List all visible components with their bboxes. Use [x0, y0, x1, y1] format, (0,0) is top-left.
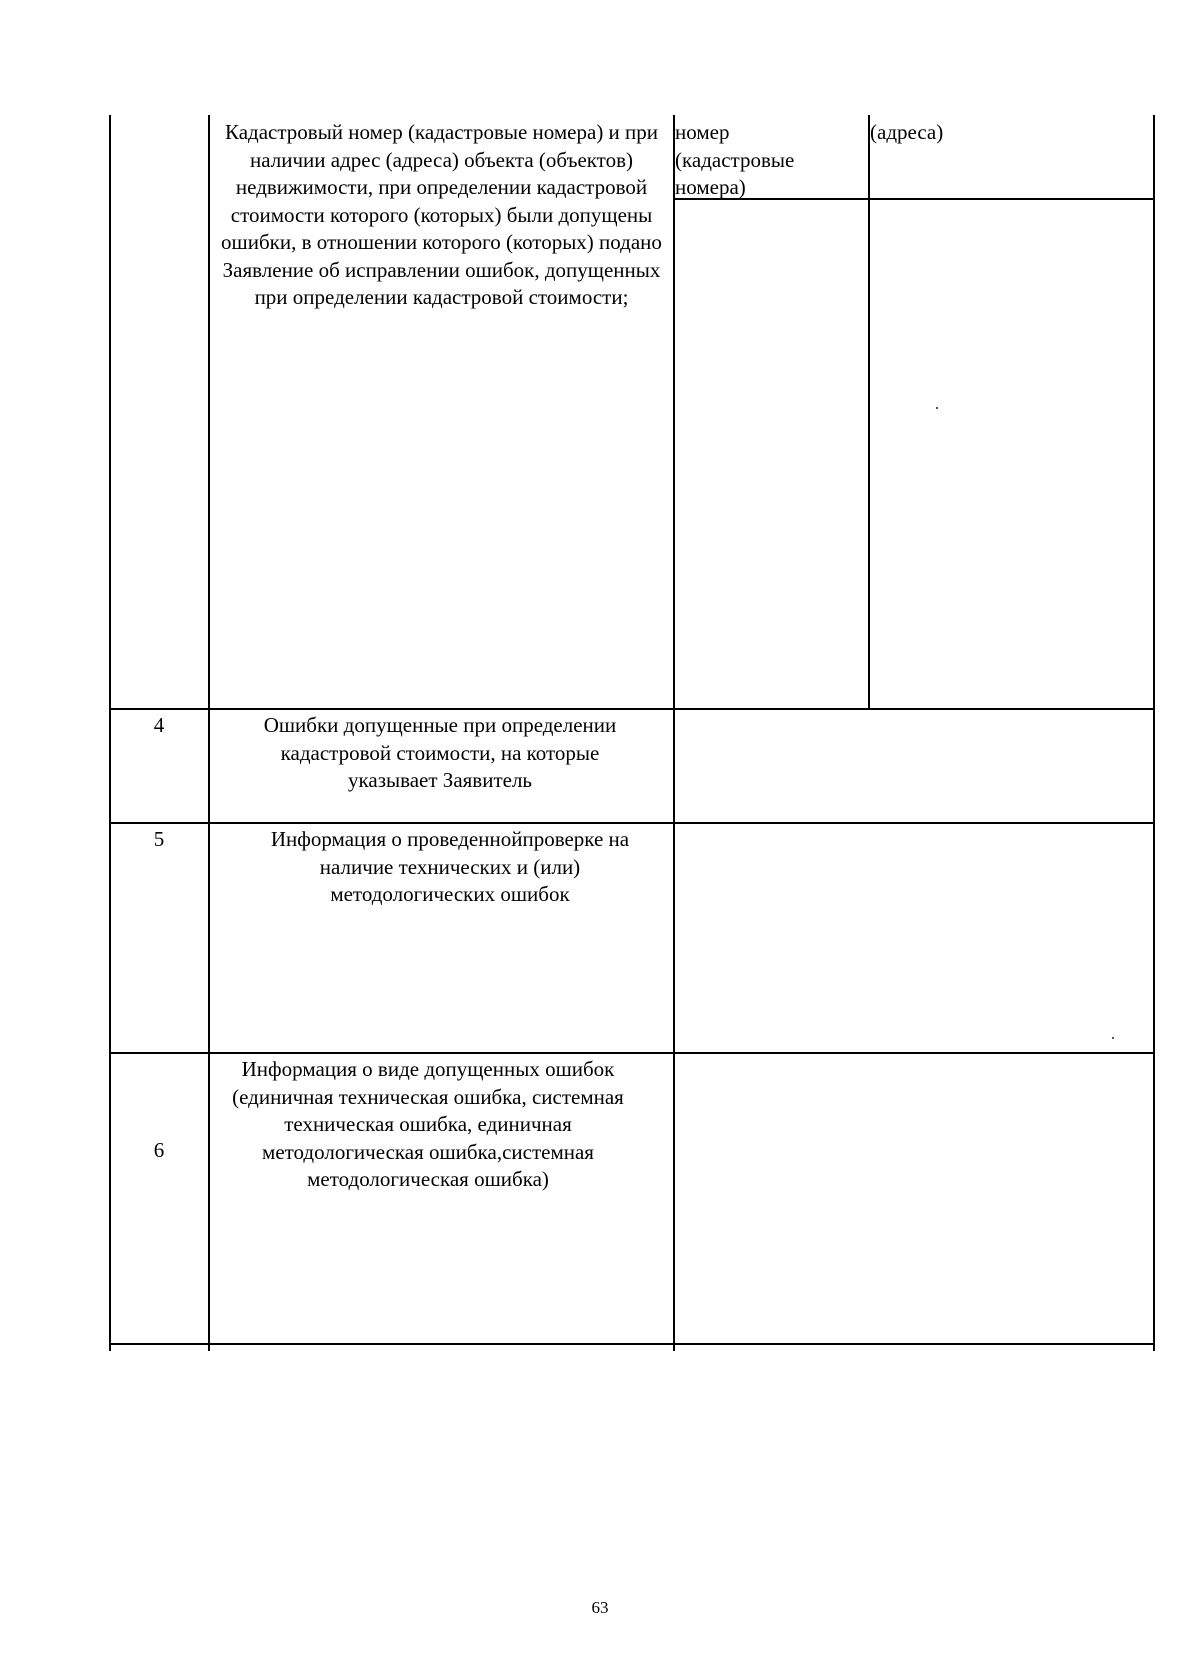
table-right-border [1153, 115, 1155, 1351]
row3-description: Кадастровый номер (кадастровые номера) и при наличии адрес (адреса) объекта (объектов) недвижимости, при определении кадастровой стоимости которого (которых) были допущены ошибки, в отношении которого (которых) подано Заявление об исправлении ошибок, допущенных при определении кадастровой стоимости; [221, 120, 662, 309]
row-divider-3-4 [109, 708, 1155, 710]
row6-number: 6 [153, 1138, 165, 1162]
row-divider-4-5 [109, 822, 1155, 824]
scan-speck [1112, 1037, 1114, 1039]
row5-number: 5 [153, 827, 165, 851]
row4-number: 4 [153, 713, 165, 737]
row4-description: Ошибки допущенные при определении кадастровой стоимости, на которые указывает Заявитель [263, 713, 617, 792]
table-bottom-border [109, 1343, 1155, 1345]
table-col-divider-3 [868, 115, 870, 709]
scan-speck [936, 407, 938, 409]
row3-subheader-number: номер (кадастровые номера) [675, 120, 795, 199]
page-number: 63 [591, 1598, 609, 1617]
row3-subheader-address: (адреса) [870, 120, 944, 144]
row-divider-5-6 [109, 1052, 1155, 1054]
row5-description: Информация о проведеннойпроверке на наличие технических и (или) методологических ошибок [270, 827, 630, 906]
table-col-divider-2 [673, 115, 675, 1351]
row6-description: Информация о виде допущенных ошибок (единичная техническая ошибка, системная техническая ошибка, единичная методологическая ошибка,системная методологическая ошибка) [232, 1057, 624, 1191]
